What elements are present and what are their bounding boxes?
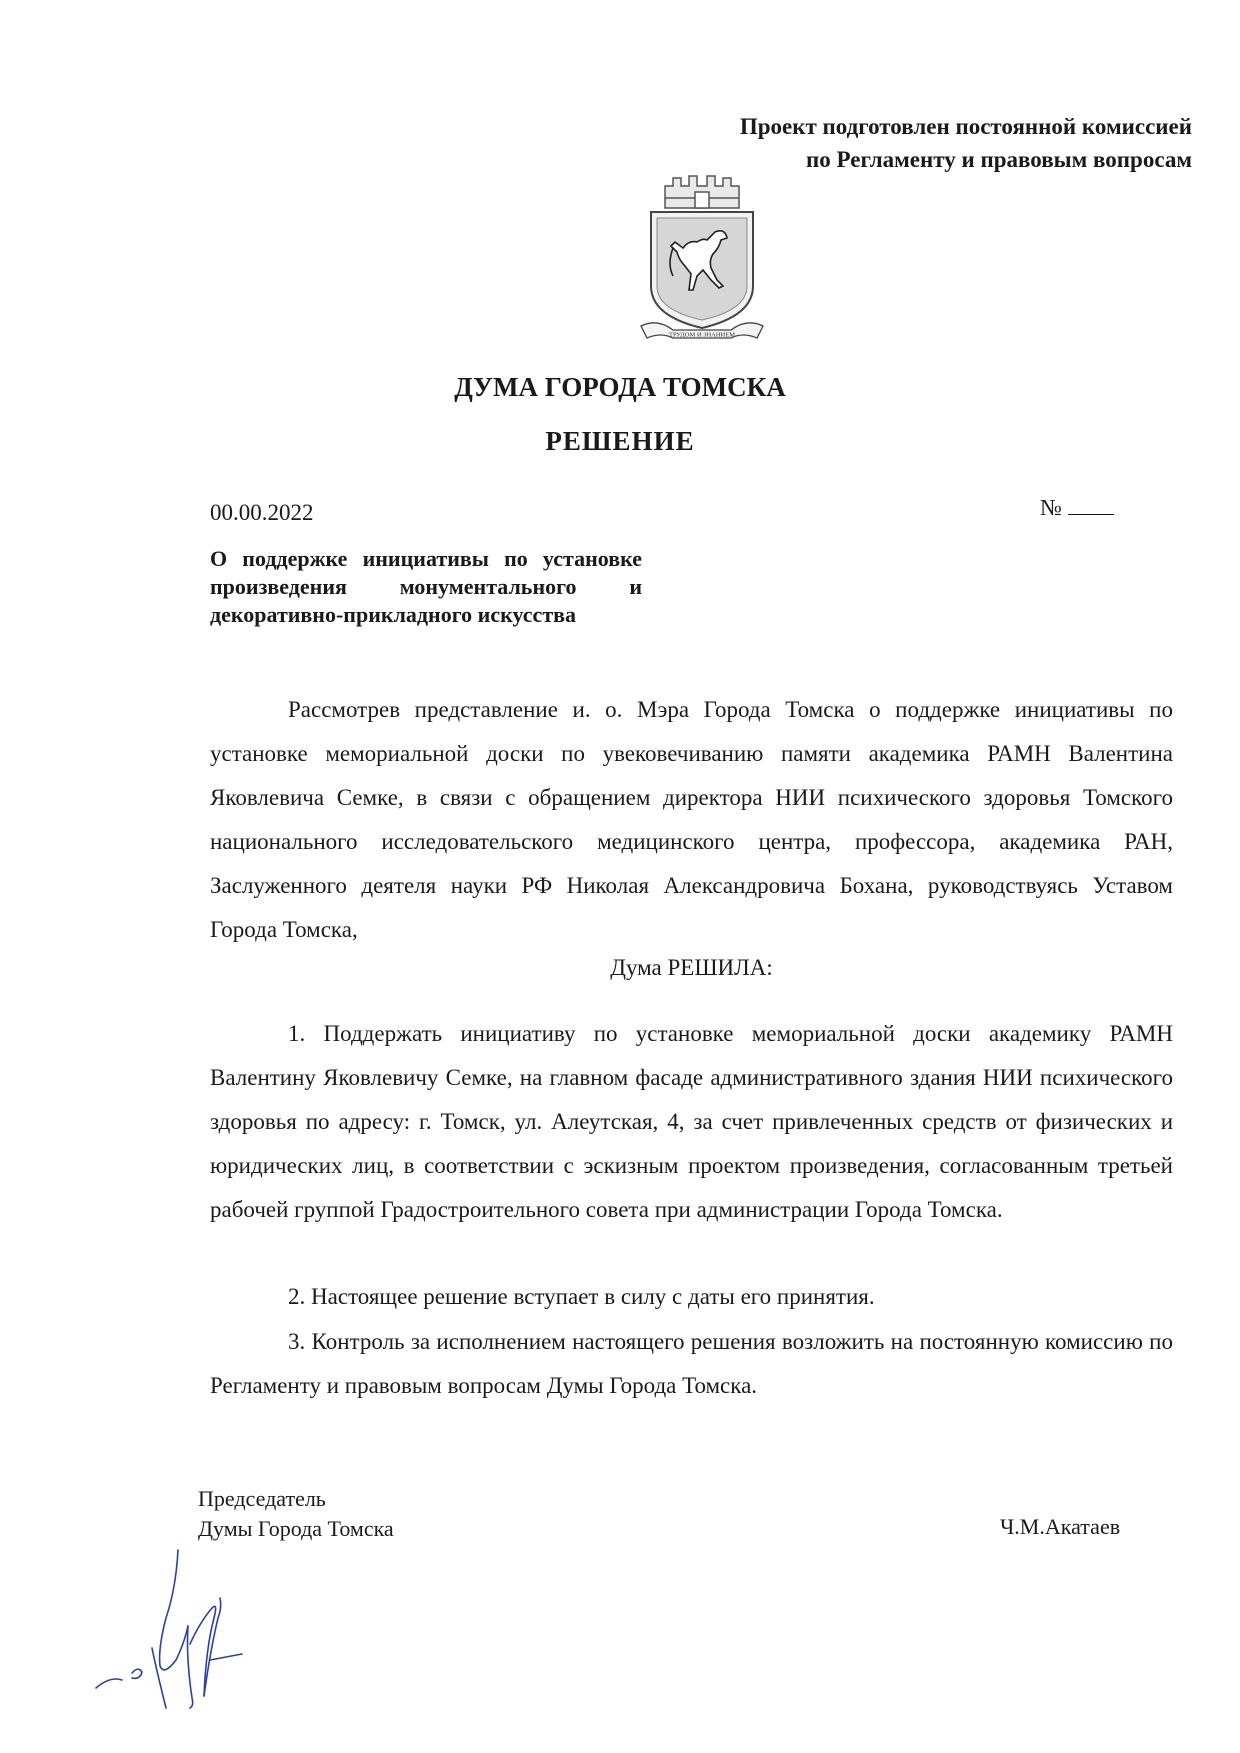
document-number <box>1040 492 1114 521</box>
number-label: № <box>1040 495 1062 520</box>
handwritten-signature-icon <box>92 1548 282 1718</box>
decision-item-3: 3. Контроль за исполнением настоящего решения возложить на постоянную комиссию по Регламенту и правовым вопросам Думы Города Томска. <box>210 1329 1173 1398</box>
tomsk-coat-of-arms-icon <box>637 168 767 344</box>
document-subject: О поддержке инициативы по установке произведения монументального и декоративно-прикладного искусства <box>210 546 642 627</box>
organization-title: ДУМА ГОРОДА ТОМСКА <box>454 372 786 402</box>
prepared-line-1: Проект подготовлен постоянной комиссией <box>739 114 1192 139</box>
emblem-motto: ТРУДОМ И ЗНАНИЕМ <box>668 331 736 339</box>
prepared-line-2: по Регламенту и правовым вопросам <box>805 147 1192 172</box>
prepared-by-note <box>740 110 1192 176</box>
resolved-heading: Дума РЕШИЛА: <box>610 955 773 980</box>
position-line-2: Думы Города Томска <box>198 1516 394 1541</box>
document-date: 00.00.2022 <box>210 500 314 525</box>
number-blank <box>1068 492 1114 515</box>
position-line-1: Председатель <box>198 1486 326 1511</box>
decision-item-2: 2. Настоящее решение вступает в силу с даты его принятия. <box>288 1284 875 1309</box>
signatory-name: Ч.М.Акатаев <box>1000 1514 1121 1539</box>
signatory-position <box>198 1484 394 1544</box>
document-type: РЕШЕНИЕ <box>545 426 695 456</box>
decision-item-1: 1. Поддержать инициативу по установке мемориальной доски академику РАМН Валентину Яковлевичу Семке, на главном фасаде административного здания НИИ психического здоровья по адресу: г. Томск, ул. Алеутская, 4, за счет привлеченных средств от физических и юридических лиц, в соответствии с эскизным проектом произведения, согласованным третьей рабочей группой Градостроительного совета при администрации Города Томска. <box>210 1021 1173 1222</box>
preamble-paragraph: Рассмотрев представление и. о. Мэра Города Томска о поддержке инициативы по установке мемориальной доски по увековечиванию памяти академика РАМН Валентина Яковлевича Семке, в связи с обращением директора НИИ психического здоровья Томского национального исследовательского медицинского центра, профессора, академика РАН, Заслуженного деятеля науки РФ Николая Александровича Бохана, руководствуясь Уставом Города Томска, <box>210 697 1173 942</box>
